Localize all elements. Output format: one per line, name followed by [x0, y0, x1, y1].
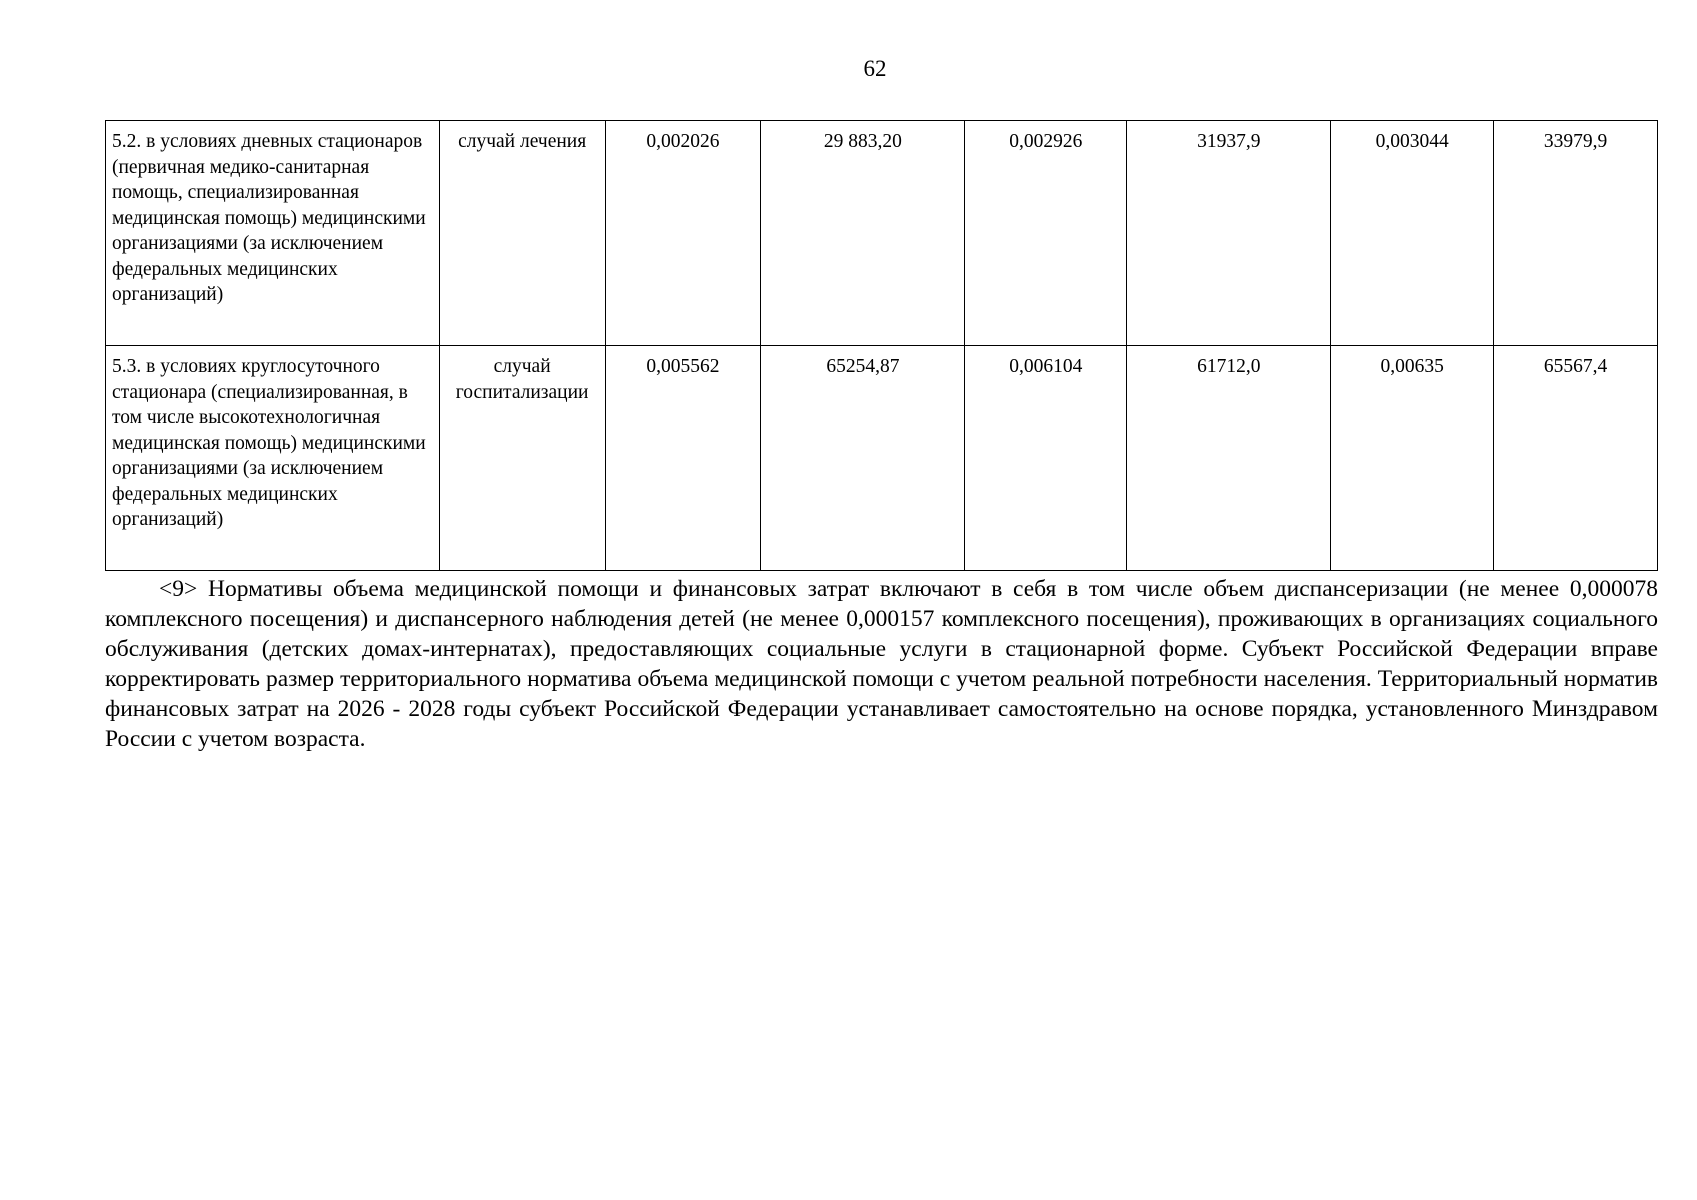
value-cell: 33979,9: [1494, 121, 1658, 346]
value-cell: 65254,87: [761, 346, 965, 571]
value-cell: 61712,0: [1127, 346, 1331, 571]
row-name-cell: 5.2. в условиях дневных стационаров (первичная медико-санитарная помощь, специализированная медицинская помощь) медицинскими организациями (за исключением федеральных медицинских организаций): [106, 121, 440, 346]
table-row: [106, 346, 1658, 571]
value-cell: 0,002926: [965, 121, 1127, 346]
value-cell: 0,00635: [1331, 346, 1494, 571]
value-cell: 0,006104: [965, 346, 1127, 571]
page-number: 62: [863, 56, 887, 81]
row-unit-cell: случай лечения: [439, 121, 605, 346]
table-row: [106, 121, 1658, 346]
value-cell: 29 883,20: [761, 121, 965, 346]
value-cell: 31937,9: [1127, 121, 1331, 346]
value-cell: 0,002026: [605, 121, 761, 346]
footnote: <9> Нормативы объема медицинской помощи и финансовых затрат включают в себя в том числе объем диспансеризации (не менее 0,000078 комплексного посещения) и диспансерного наблюдения детей (не менее 0,000157 комплексного посещения), проживающих в организациях социального обслуживания (детских домах-интернатах), предоставляющих социальные услуги в стационарной форме. Субъект Российской Федерации вправе корректировать размер территориального норматива объема медицинской помощи с учетом реальной потребности населения. Территориальный норматив финансовых затрат на 2026 - 2028 годы субъект Российской Федерации устанавливает самостоятельно на основе порядка, установленного Минздравом России с учетом возраста.: [105, 576, 1658, 752]
value-cell: 65567,4: [1494, 346, 1658, 571]
value-cell: 0,005562: [605, 346, 761, 571]
row-unit-cell: случай госпитализации: [439, 346, 605, 571]
norms-table: [105, 120, 1658, 571]
row-name-cell: 5.3. в условиях круглосуточного стационара (специализированная, в том числе высокотехнологичная медицинская помощь) медицинскими организациями (за исключением федеральных медицинских организаций): [106, 346, 440, 571]
value-cell: 0,003044: [1331, 121, 1494, 346]
